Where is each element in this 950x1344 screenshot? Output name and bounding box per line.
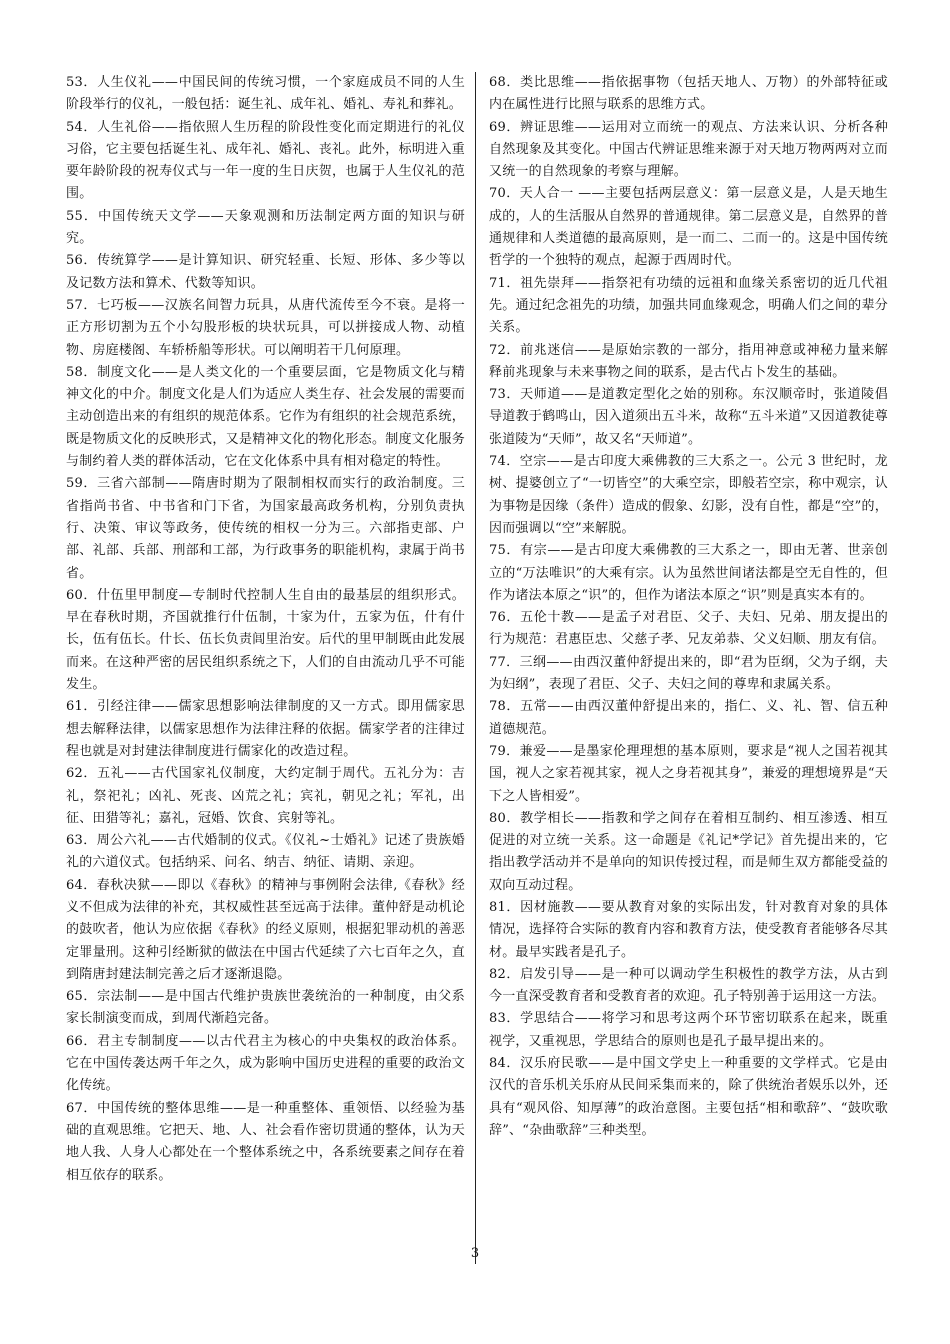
glossary-entry: 75．有宗——是古印度大乘佛教的三大系之一，即由无著、世亲创立的“万法唯识”的大乘有宗。认为虽然世间诸法都是空无自性的，但作为诸法本原之“识”的，但作为诸法本原之“识”则是真实本有的。	[489, 543, 888, 603]
glossary-entry: 54．人生礼俗——指依照人生历程的阶段性变化而定期进行的礼仪习俗，它主要包括诞生礼、成年礼、婚礼、丧礼。此外，标明进入重要年龄阶段的祝寿仪式与一年一度的生日庆贺，也属于人生仪礼的范围。	[66, 119, 465, 202]
glossary-entry: 76．五伦十教——是孟子对君臣、父子、夫妇、兄弟、朋友提出的行为规范：君惠臣忠、父慈子孝、兄友弟恭、父义妇顺、朋友有信。	[489, 610, 888, 648]
glossary-entry: 81．因材施教——要从教育对象的实际出发，针对教育对象的具体情况，选择符合实际的教育内容和教育方法，使受教育者能够各尽其材。最早实践者是孔子。	[489, 899, 888, 960]
glossary-entry: 61．引经注律——儒家思想影响法律制度的又一方式。即用儒家思想去解释法律，以儒家思想作为法律注释的依据。儒家学者的注律过程也就是对封建法律制度进行儒家化的改造过程。	[66, 699, 465, 759]
glossary-entry: 82．启发引导——是一种可以调动学生积极性的教学方法，从古到今一直深受教育者和受教育者的欢迎。孔子特别善于运用这一方法。	[489, 966, 888, 1005]
glossary-entry: 57．七巧板——汉族名间智力玩具，从唐代流传至今不衰。是将一正方形切割为五个小勾股形板的块状玩具，可以拼接成人物、动植物、房庭楼阁、车轿桥船等形状。可以阐明若干几何原理。	[66, 297, 465, 358]
glossary-entry: 63．周公六礼——古代婚制的仪式。《仪礼~士婚礼》记述了贵族婚礼的六道仪式。包括纳采、问名、纳吉、纳征、请期、亲迎。	[66, 833, 465, 871]
glossary-entry: 74．空宗——是古印度大乘佛教的三大系之一。公元 3 世纪时，龙树、提婆创立了“一切皆空”的大乘空宗，即般若空宗，称中观宗，认为事物是因缘（条件）造成的假象、幻影，没有自性，都是“空”的，因而强调以“空”来解脱。	[489, 454, 888, 536]
glossary-entry: 70．天人合一 ——主要包括两层意义：第一层意义是，人是天地生成的，人的生活服从自然界的普通规律。第二层意义是，自然界的普通规律和人类道德的最高原则，是一而二、二而一的。这是中国传统哲学的一个独特的观点，起源于西周时代。	[489, 186, 888, 269]
glossary-entry: 58．制度文化——是人类文化的一个重要层面，它是物质文化与精神文化的中介。制度文化是人们为适应人类生存、社会发展的需要而主动创造出来的有组织的规范体系。它作为有组织的社会规范系统，既是物质文化的反映形式，又是精神文化的物化形态。制度文化服务与制约着人类的群体活动，它在文化体系中具有相对稳定的特性。	[66, 364, 465, 470]
right-column	[489, 72, 888, 1142]
column-divider	[475, 72, 476, 1264]
glossary-entry: 83．学思结合——将学习和思考这两个环节密切联系在起来，既重视学，又重视思，学思结合的原则也是孔子最早提出来的。	[489, 1011, 888, 1049]
glossary-entry: 56．传统算学——是计算知识、研究轻重、长短、形体、多少等以及记数方法和算术、代数等知识。	[66, 253, 465, 291]
page-number: 3	[470, 1246, 480, 1261]
glossary-entry: 80．教学相长——指教和学之间存在着相互制约、相互渗透、相互促进的对立统一关系。这一命题是《礼记*学记》首先提出来的，它指出教学活动并不是单向的知识传授过程，而是师生双方都能受益的双向互动过程。	[489, 810, 888, 893]
glossary-entry: 69．辨证思维——运用对立而统一的观点、方法来认识、分析各种自然现象及其变化。中国古代辨证思维来源于对天地万物两两对立而又统一的自然现象的考察与理解。	[489, 119, 888, 180]
glossary-entry: 53．人生仪礼——中国民间的传统习惯，一个家庭成员不同的人生阶段举行的仪礼，一般包括：诞生礼、成年礼、婚礼、寿礼和葬礼。	[66, 75, 465, 113]
glossary-entry: 84．汉乐府民歌——是中国文学史上一种重要的文学样式。它是由汉代的音乐机关乐府从民间采集而来的，除了供统治者娱乐以外，还具有“观风俗、知厚薄”的政治意图。主要包括“相和歌辞”、“鼓吹歌辞”、“杂曲歌辞”三种类型。	[489, 1056, 888, 1138]
glossary-entry: 71．祖先崇拜——指祭祀有功绩的远祖和血缘关系密切的近几代祖先。通过纪念祖先的功绩，加强共同血缘观念，明确人们之间的辈分关系。	[489, 275, 888, 336]
glossary-entry: 59．三省六部制——隋唐时期为了限制相权而实行的政治制度。三省指尚书省、中书省和门下省，为国家最高政务机构，分别负责执行、决策、审议等政务，使传统的相权一分为三。六部指吏部、户部、礼部、兵部、刑部和工部，为行政事务的职能机构，隶属于尚书省。	[66, 476, 465, 581]
glossary-entry: 66．君主专制制度——以古代君主为核心的中央集权的政治体系。它在中国传袭达两千年之久，成为影响中国历史进程的重要的政治文化传统。	[66, 1033, 465, 1094]
glossary-entry: 77．三纲——由西汉董仲舒提出来的，即“君为臣纲，父为子纲，夫为妇纲”，表现了君臣、父子、夫妇之间的尊卑和隶属关系。	[489, 654, 888, 693]
glossary-entry: 72．前兆迷信——是原始宗教的一部分，指用神意或神秘力量来解释前兆现象与未来事物之间的联系，是古代占卜发生的基础。	[489, 342, 888, 380]
glossary-entry: 78．五常——由西汉董仲舒提出来的，指仁、义、礼、智、信五种道德规范。	[489, 699, 888, 737]
glossary-entry: 67．中国传统的整体思维——是一种重整体、重领悟、以经验为基础的直观思维。它把天、地、人、社会看作密切贯通的整体，认为天地人我、人身人心都处在一个整体系统之中，各系统要素之间存在着相互依存的联系。	[66, 1100, 465, 1183]
left-column	[66, 72, 465, 1187]
glossary-entry: 62．五礼——古代国家礼仪制度，大约定制于周代。五礼分为：吉礼，祭祀礼；凶礼、死丧、凶荒之礼；宾礼，朝见之礼；军礼，出征、田猎等礼；嘉礼，冠婚、饮食、宾射等礼。	[66, 766, 465, 826]
glossary-entry: 55．中国传统天文学——天象观测和历法制定两方面的知识与研究。	[66, 208, 465, 247]
glossary-entry: 79．兼爱——是墨家伦理理想的基本原则，要求是“视人之国若视其国，视人之家若视其家，视人之身若视其身”，兼爱的理想境界是“天下之人皆相爱”。	[489, 743, 888, 804]
glossary-entry: 73．天师道——是道教定型化之始的别称。东汉顺帝时，张道陵倡导道教于鹤鸣山，因入道须出五斗米，故称“五斗米道”又因道教徒尊张道陵为“天师”，故又名“天师道”。	[489, 387, 888, 447]
glossary-entry: 64．春秋决狱——即以《春秋》的精神与事例附会法律,《春秋》经义不但成为法律的补充，其权威性甚至远高于法律。董仲舒是动机论的鼓吹者，他认为应依据《春秋》的经义原则，根据犯罪动机的善恶定罪量刑。这种引经断狱的做法在中国古代延续了六七百年之久，直到隋唐封建法制完善之后才逐渐退隐。	[66, 877, 465, 982]
glossary-entry: 68．类比思维——指依据事物（包括天地人、万物）的外部特征或内在属性进行比照与联系的思维方式。	[489, 75, 888, 113]
glossary-entry: 60．什伍里甲制度—专制时代控制人生自由的最基层的组织形式。早在春秋时期，齐国就推行什伍制，十家为什，五家为伍，什有什长，伍有伍长。什长、伍长负责闾里治安。后代的里甲制既由此发展而来。在这种严密的居民组织系统之下，人们的自由流动几乎不可能发生。	[66, 587, 465, 693]
glossary-entry: 65．宗法制——是中国古代维护贵族世袭统治的一种制度，由父系家长制演变而成，到周代渐趋完备。	[66, 989, 465, 1027]
